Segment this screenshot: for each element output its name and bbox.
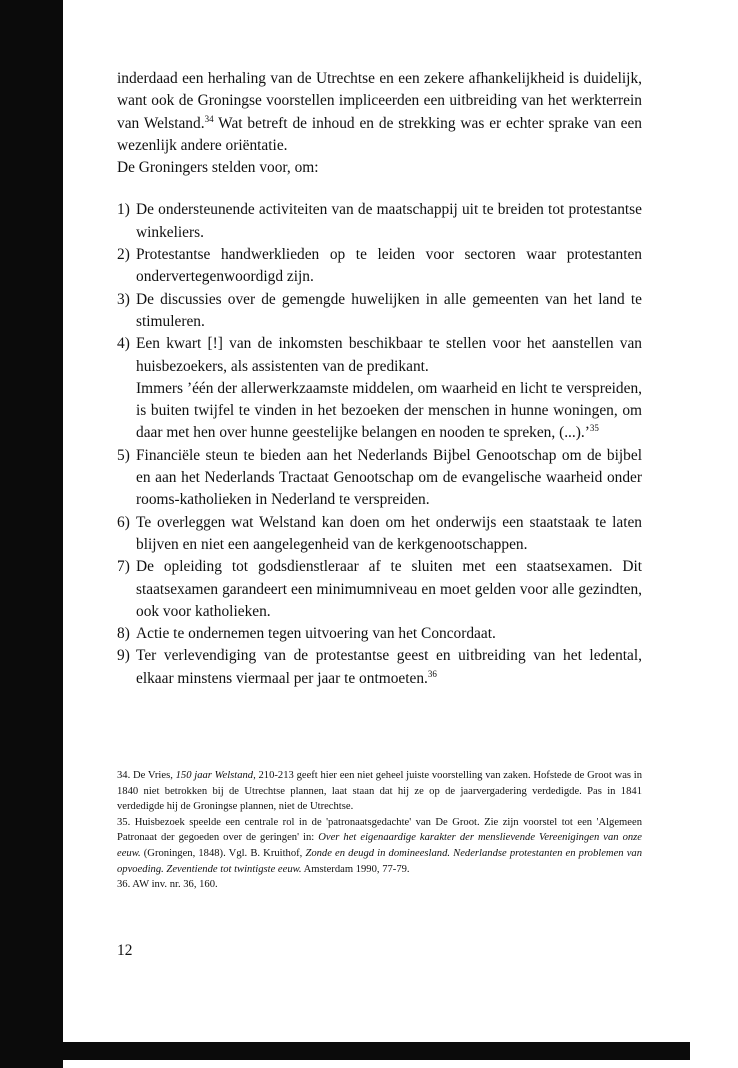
list-number: 6) xyxy=(117,513,130,531)
list-item xyxy=(117,333,642,444)
footnote-ref-34: 34 xyxy=(204,113,214,124)
list-number: 7) xyxy=(117,558,130,576)
scan-bottom-border xyxy=(63,1042,690,1060)
page-number: 12 xyxy=(117,942,133,959)
footnotes xyxy=(117,768,642,893)
footnote-35: 35. Huisbezoek speelde een centrale rol in de 'patronaatsgedachte' van De Groot. Zie zijn voorstel tot een 'Algemeen Patronaat der gegoeden over de geringen' in: Over het eigenaardige karakter der menslievende Vereenigingen van onze eeuw. (Groningen, 1848). Vgl. B. Kruithof, Zonde en deugd in domineesland. Nederlandse protestanten en problemen van opvoeding. Zeventiende tot twintigste eeuw. Amsterdam 1990, 77-79. xyxy=(117,816,642,875)
footnote-36: 36. AW inv. nr. 36, 160. xyxy=(117,879,218,891)
body-text xyxy=(117,68,642,690)
list-text: Actie te ondernemen tegen uitvoering van het Concordaat. xyxy=(136,625,496,643)
list-number: 4) xyxy=(117,335,130,353)
list-item xyxy=(117,556,642,623)
list-text: De discussies over de gemengde huwelijken in alle gemeenten van het land te stimuleren. xyxy=(136,290,642,330)
list-item xyxy=(117,445,642,512)
list-text: Protestantse handwerklieden op te leiden voor sectoren waar protestanten ondervertegenwoordigd zijn. xyxy=(136,246,642,286)
list-item xyxy=(117,623,642,645)
list-number: 3) xyxy=(117,290,130,308)
list-number: 1) xyxy=(117,201,130,219)
list-item xyxy=(117,512,642,557)
list-item xyxy=(117,289,642,334)
footnote-ref-36: 36 xyxy=(427,668,437,679)
list-item xyxy=(117,199,642,244)
quote-block xyxy=(136,378,642,445)
list-text: De ondersteunende activiteiten van de maatschappij uit te breiden tot protestantse winkeliers. xyxy=(136,201,642,241)
list-item xyxy=(117,244,642,289)
intro-paragraph xyxy=(117,68,642,157)
footnote-ref-35: 35 xyxy=(589,423,599,434)
list-number: 9) xyxy=(117,647,130,665)
list-text: De opleiding tot godsdienstleraar af te sluiten met een staatsexamen. Dit staatsexamen garandeert een minimumniveau en moet gelden voor alle gezindten, ook voor katholieken. xyxy=(136,558,642,620)
list-text: Een kwart [!] van de inkomsten beschikbaar te stellen voor het aanstellen van huisbezoekers, als assistenten van de predikant. xyxy=(136,335,642,375)
list-text: Financiële steun te bieden aan het Nederlands Bijbel Genootschap om de bijbel en aan het Nederlands Tractaat Genootschap om de evangelische waarheid onder rooms-katholieken in Nederland te verspreiden. xyxy=(136,446,642,509)
lead-sentence: De Groningers stelden voor, om: xyxy=(117,159,319,177)
list-item xyxy=(117,645,642,690)
list-number: 2) xyxy=(117,246,130,264)
list-number: 8) xyxy=(117,625,130,643)
footnote-34: 34. De Vries, 150 jaar Welstand, 210-213 geeft hier een niet geheel juiste voorstelling van zaken. Hofstede de Groot was in 1840 niet betrokken bij de Utrechtse plannen, laat staan dat hij ze op de jaarvergadering verdedigde. Pas in 1841 verdedigde hij de Groningse plannen, niet de Utrechtse. xyxy=(117,770,643,813)
scan-left-border xyxy=(0,0,63,1068)
list-text: Ter verlevendiging van de protestantse geest en uitbreiding van het ledental, elkaar minstens viermaal per jaar te ontmoeten. xyxy=(136,647,642,687)
intro-text-1: inderdaad een herhaling van de Utrechtse en een zekere afhankelijkheid is duidelijk, want ook de Groningse voorstellen impliceerden een uitbreiding van het werkterrein van Welstand. xyxy=(117,70,642,132)
list-number: 5) xyxy=(117,446,130,464)
list-text: Te overleggen wat Welstand kan doen om het onderwijs een staatstaak te laten blijven en niet een aangelegenheid van de kerkgenootschappen. xyxy=(136,513,642,553)
intro-text-2: Wat betreft de inhoud en de strekking was er echter sprake van een wezenlijk andere oriëntatie. xyxy=(117,114,643,154)
quote-text: Immers ’één der allerwerkzaamste middelen, om waarheid en licht te verspreiden, is buiten twijfel te vinden in het bezoeken der menschen in hunne woningen, om daar met hen over hunne geestelijke belangen en nooden te spreken, (...).’ xyxy=(136,379,642,442)
proposal-list xyxy=(117,199,642,690)
